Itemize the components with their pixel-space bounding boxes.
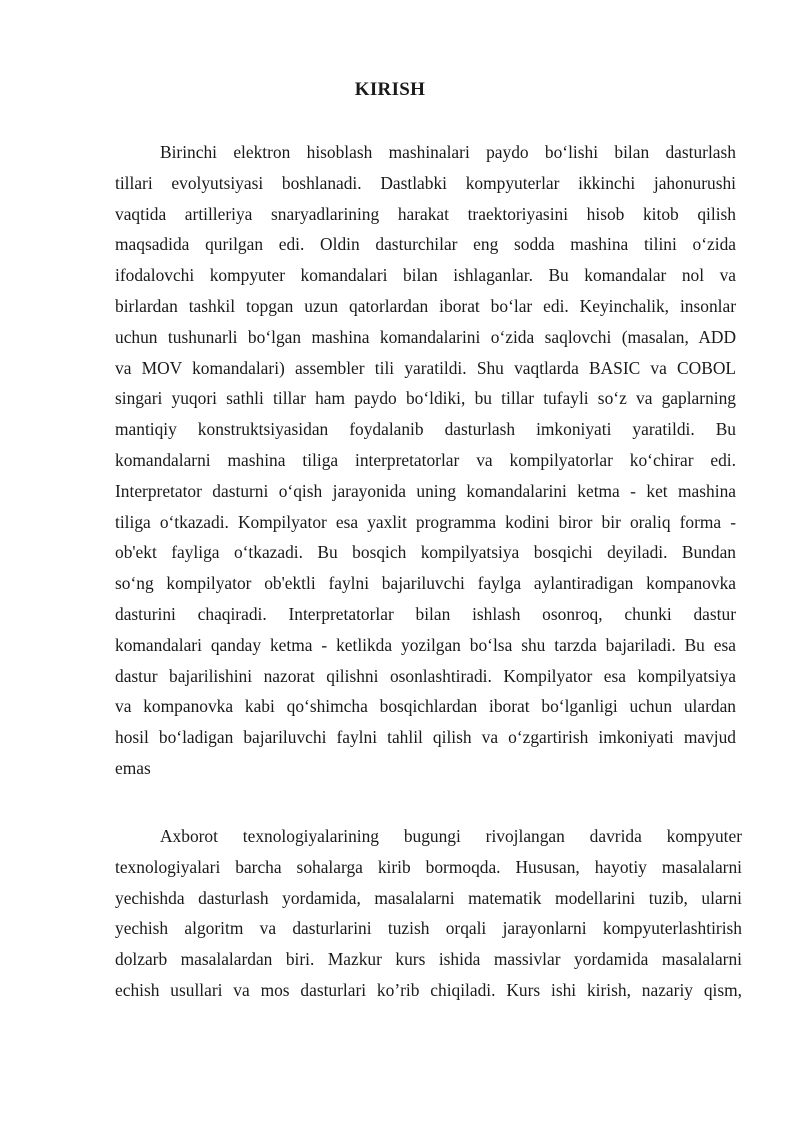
text-line: birlardan tashkil topgan uzun qatorlardan iborat bo‘lar edi. Keyinchalik, insonlar bbox=[115, 295, 736, 316]
text-line: komandalarni mashina tiliga interpretatorlar va kompilyatorlar ko‘chirar edi. bbox=[115, 449, 736, 470]
text-line: tillari evolyutsiyasi boshlanadi. Dastlabki kompyuterlar ikkinchi jahonurushi bbox=[115, 172, 736, 193]
text-line: Interpretator dasturni o‘qish jarayonida uning komandalarini ketma - ket mashina bbox=[115, 480, 736, 501]
text-line: vaqtida artilleriya snaryadlarining harakat traektoriyasini hisob kitob qilish bbox=[115, 203, 736, 224]
text-line: yechishda dasturlash yordamida, masalalarni matematik modellarini tuzib, ularni bbox=[115, 887, 742, 908]
text-line: tiliga o‘tkazadi. Kompilyator esa yaxlit programma kodini biror bir oraliq forma - bbox=[115, 511, 736, 532]
text-line: dolzarb masalalardan biri. Mazkur kurs ishida massivlar yordamida masalalarni bbox=[115, 949, 742, 970]
text-line: ifodalovchi kompyuter komandalari bilan ishlaganlar. Bu komandalar nol va bbox=[115, 265, 736, 286]
text-line: ob'ekt fayliga o‘tkazadi. Bu bosqich kompilyatsiya bosqichi deyiladi. Bundan bbox=[115, 542, 736, 563]
text-line: va MOV komandalari) assembler tili yaratildi. Shu vaqtlarda BASIC va COBOL bbox=[115, 357, 736, 378]
paragraph-2 bbox=[115, 821, 742, 1006]
text-line: dasturini chaqiradi. Interpretatorlar bilan ishlash osonroq, chunki dastur bbox=[115, 603, 736, 624]
text-line: Birinchi elektron hisoblash mashinalari paydo bo‘lishi bilan dasturlash bbox=[160, 142, 736, 162]
text-line: yechish algoritm va dasturlarini tuzish orqali jarayonlarni kompyuterlashtirish bbox=[115, 918, 742, 939]
text-line: hosil bo‘ladigan bajariluvchi faylni tahlil qilish va o‘zgartirish imkoniyati mavjud bbox=[115, 727, 736, 748]
text-line: so‘ng kompilyator ob'ektli faylni bajariluvchi faylga aylantiradigan kompanovka bbox=[115, 573, 736, 594]
text-line: uchun tushunarli bo‘lgan mashina komandalarini o‘zida saqlovchi (masalan, ADD bbox=[115, 326, 736, 347]
text-line: dastur bajarilishini nazorat qilishni osonlashtiradi. Kompilyator esa kompilyatsiya bbox=[115, 665, 736, 686]
text-line: emas bbox=[115, 757, 151, 778]
text-line: mantiqiy konstruktsiyasidan foydalanib dasturlash imkoniyati yaratildi. Bu bbox=[115, 419, 736, 440]
text-line: maqsadida qurilgan edi. Oldin dasturchilar eng sodda mashina tilini o‘zida bbox=[115, 234, 736, 255]
text-line: singari yuqori sathli tillar ham paydo bo‘ldiki, bu tillar tufayli so‘z va gaplarning bbox=[115, 388, 736, 409]
text-line: komandalari qanday ketma - ketlikda yozilgan bo‘lsa shu tarzda bajariladi. Bu esa bbox=[115, 634, 736, 655]
page-title: KIRISH bbox=[354, 79, 426, 100]
paragraph-1 bbox=[115, 137, 736, 784]
text-line: texnologiyalari barcha sohalarga kirib bormoqda. Hususan, hayotiy masalalarni bbox=[115, 856, 742, 877]
text-line: echish usullari va mos dasturlari ko’rib chiqiladi. Kurs ishi kirish, nazariy qism, bbox=[115, 979, 742, 1000]
text-line: Axborot texnologiyalarining bugungi rivojlangan davrida kompyuter bbox=[160, 826, 742, 846]
text-line: va kompanovka kabi qo‘shimcha bosqichlardan iborat bo‘lganligi uchun ulardan bbox=[115, 696, 736, 717]
